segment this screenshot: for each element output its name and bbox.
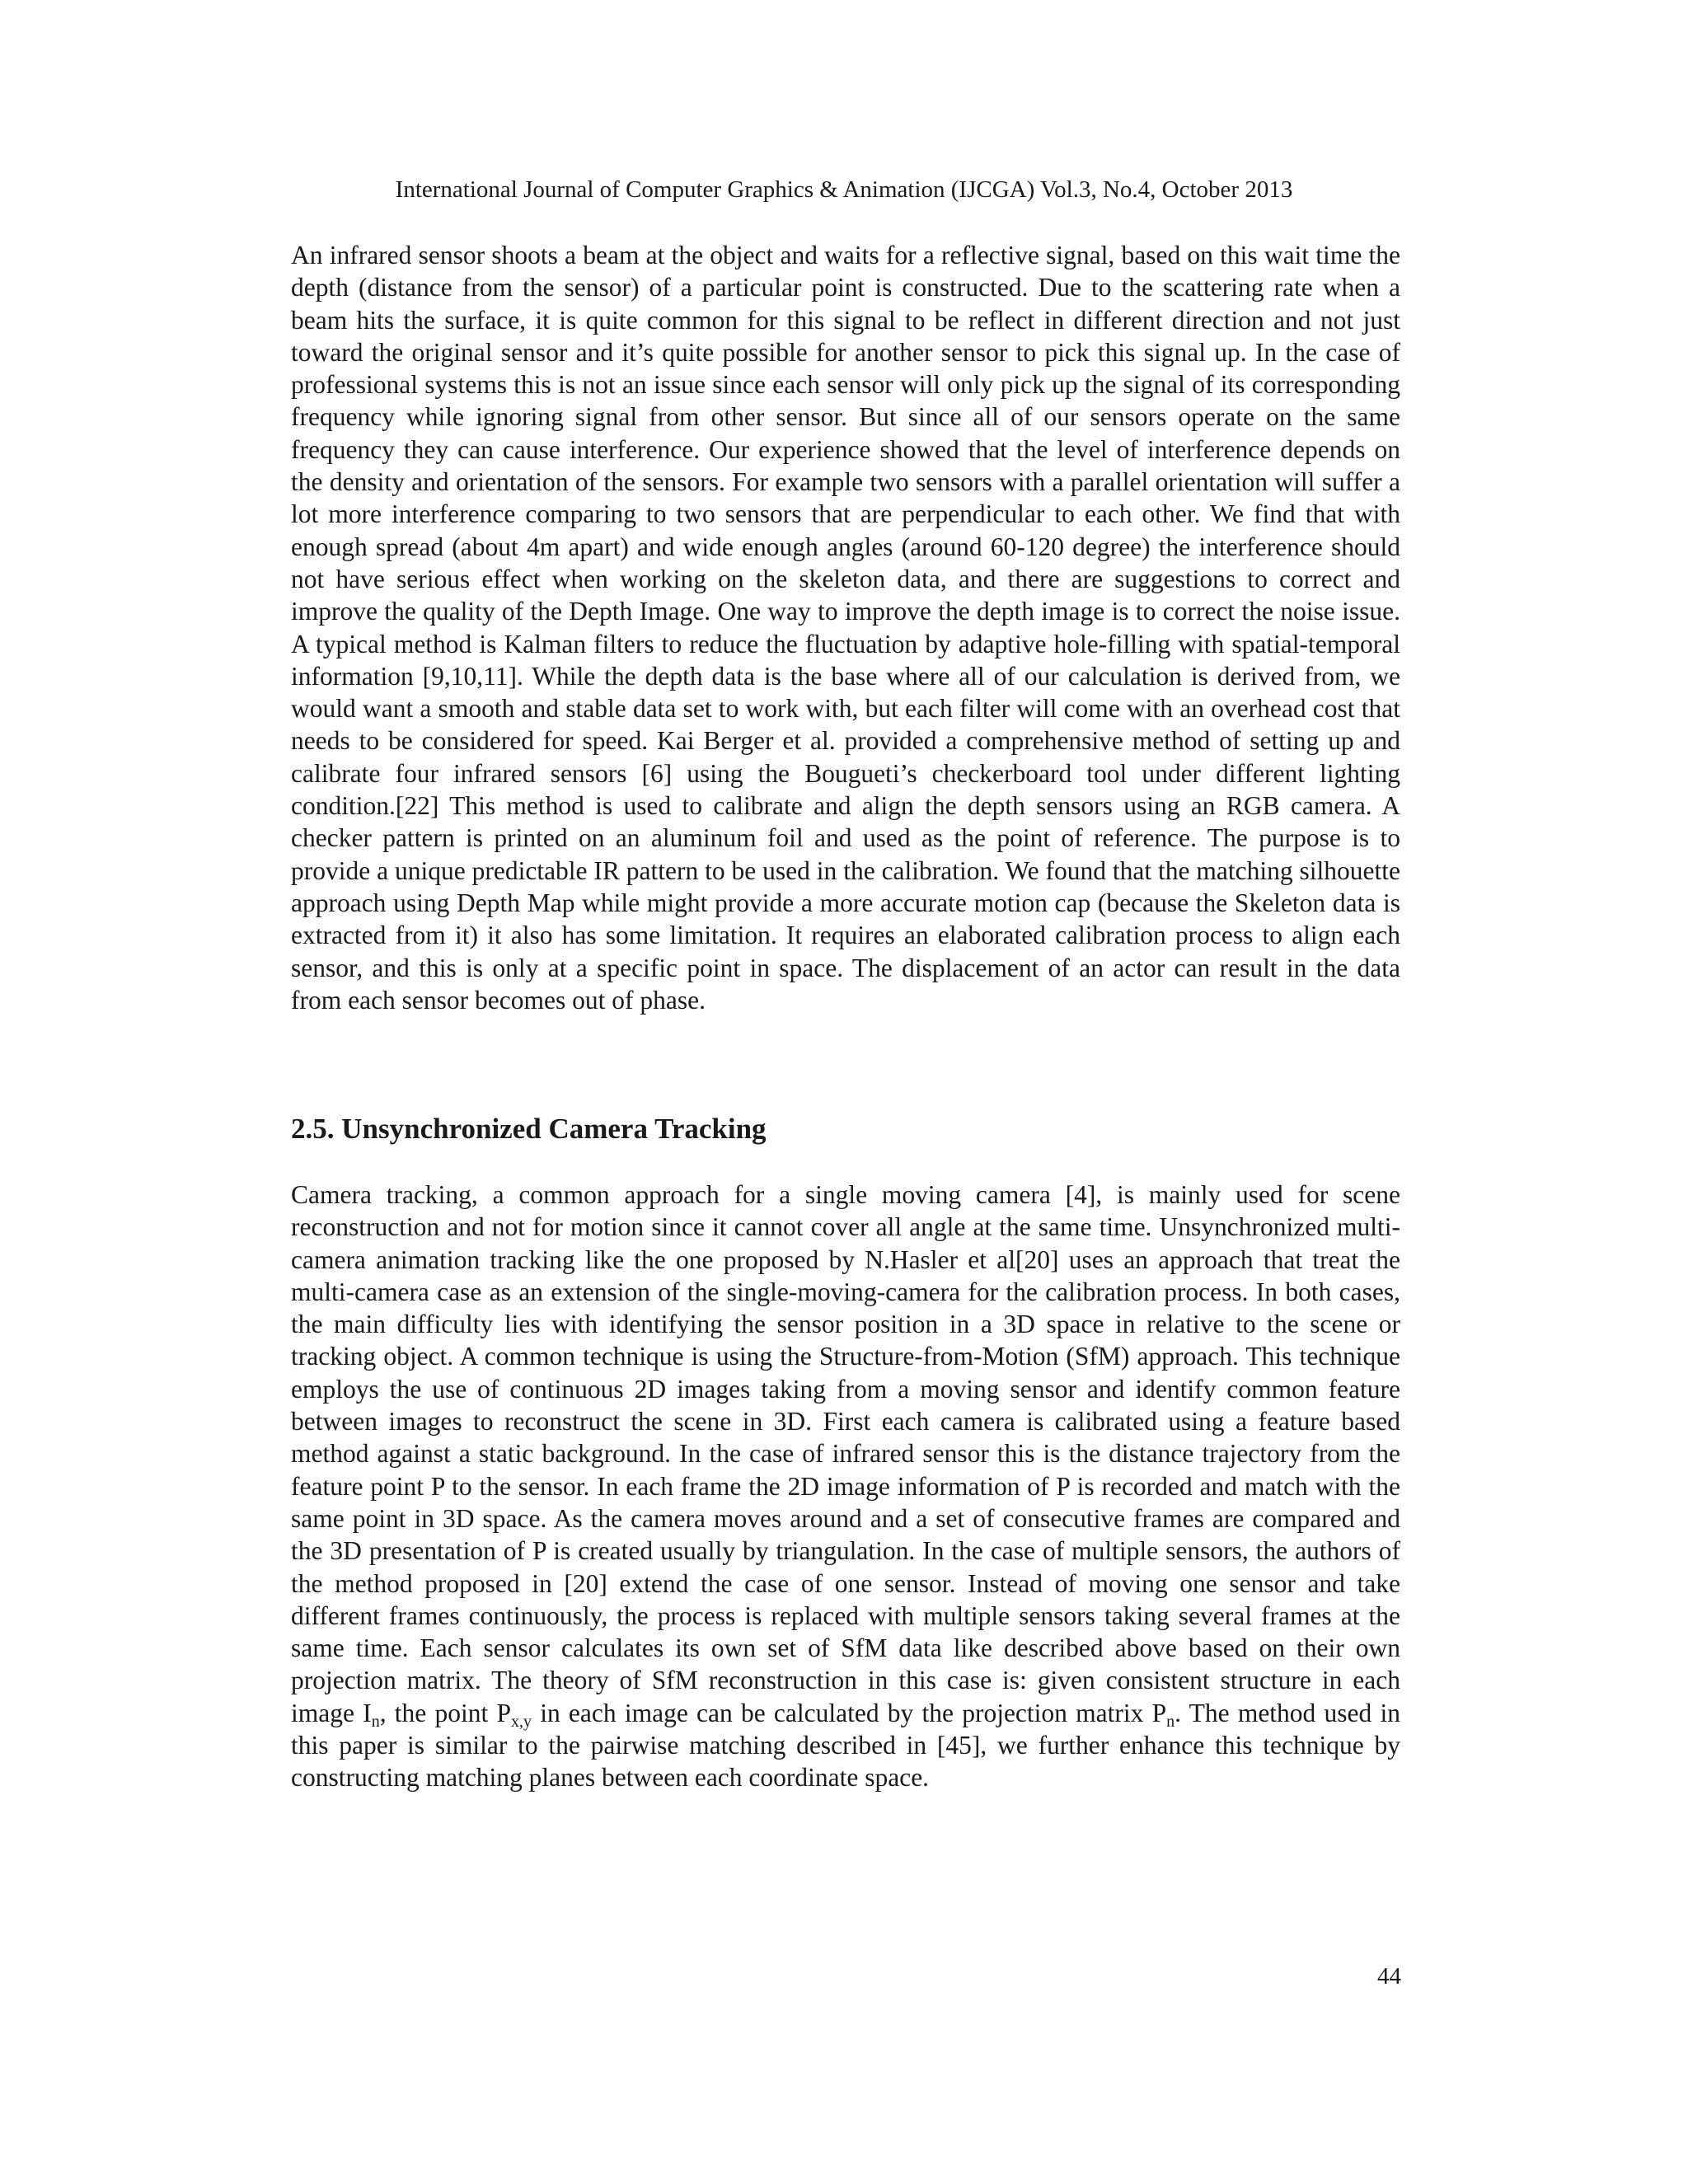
body-paragraph-camera-tracking	[291, 1179, 1400, 1794]
subscript-n: n	[1166, 1712, 1175, 1731]
paragraph-text-segment: in each image can be calculated by the projection matrix P	[531, 1698, 1167, 1727]
paragraph-text-segment: . The method used in this paper is similar to the pairwise matching described in [45], we further enhance this technique by constructing matching planes between each coordinate space.	[291, 1698, 1400, 1793]
subscript-n: n	[371, 1712, 380, 1731]
body-paragraph-infrared-sensor: An infrared sensor shoots a beam at the object and waits for a reflective signal, based on this wait time the depth (distance from the sensor) of a particular point is constructed. Due to the scattering rate when a beam hits the surface, it is quite common for this signal to be reflect in different direction and not just toward the original sensor and it’s quite possible for another sensor to pick this signal up. In the case of professional systems this is not an issue since each sensor will only pick up the signal of its corresponding frequency while ignoring signal from other sensor. But since all of our sensors operate on the same frequency they can cause interference. Our experience showed that the level of interference depends on the density and orientation of the sensors. For example two sensors with a parallel orientation will suffer a lot more interference comparing to two sensors that are perpendicular to each other. We find that with enough spread (about 4m apart) and wide enough angles (around 60-120 degree) the interference should not have serious effect when working on the skeleton data, and there are suggestions to correct and improve the quality of the Depth Image. One way to improve the depth image is to correct the noise issue. A typical method is Kalman filters to reduce the fluctuation by adaptive hole-filling with spatial-temporal information [9,10,11]. While the depth data is the base where all of our calculation is derived from, we would want a smooth and stable data set to work with, but each filter will come with an overhead cost that needs to be considered for speed. Kai Berger et al. provided a comprehensive method of setting up and calibrate four infrared sensors [6] using the Bougueti’s checkerboard tool under different lighting condition.[22] This method is used to calibrate and align the depth sensors using an RGB camera. A checker pattern is printed on an aluminum foil and used as the point of reference. The purpose is to provide a unique predictable IR pattern to be used in the calibration. We found that the matching silhouette approach using Depth Map while might provide a more accurate motion cap (because the Skeleton data is extracted from it) it also has some limitation. It requires an elaborated calibration process to align each sensor, and this is only at a specific point in space. The displacement of an actor can result in the data from each sensor becomes out of phase.	[291, 241, 1400, 1015]
running-header: International Journal of Computer Graphics & Animation (IJCGA) Vol.3, No.4, October 2013	[395, 176, 1293, 203]
page-number: 44	[1377, 1963, 1401, 1990]
paragraph-text-segment: , the point P	[379, 1698, 511, 1727]
subscript-xy: x,y	[510, 1712, 532, 1731]
section-heading: 2.5. Unsynchronized Camera Tracking	[291, 1113, 767, 1145]
paragraph-text-segment: Camera tracking, a common approach for a single moving camera [4], is mainly used for scene reconstruction and not for motion since it cannot cover all angle at the same time. Unsynchronized multi-camera animation tracking like the one proposed by N.Hasler et al[20] uses an approach that treat the multi-camera case as an extension of the single-moving-camera for the calibration process. In both cases, the main difficulty lies with identifying the sensor position in a 3D space in relative to the scene or tracking object. A common technique is using the Structure-from-Motion (SfM) approach. This technique employs the use of continuous 2D images taking from a moving sensor and identify common feature between images to reconstruct the scene in 3D. First each camera is calibrated using a feature based method against a static background. In the case of infrared sensor this is the distance trajectory from the feature point P to the sensor. In each frame the 2D image information of P is recorded and match with the same point in 3D space. As the camera moves around and a set of consecutive frames are compared and the 3D presentation of P is created usually by triangulation. In the case of multiple sensors, the authors of the method proposed in [20] extend the case of one sensor. Instead of moving one sensor and take different frames continuously, the process is replaced with multiple sensors taking several frames at the same time. Each sensor calculates its own set of SfM data like described above based on their own projection matrix. The theory of SfM reconstruction in this case is: given consistent structure in each image I	[291, 1180, 1400, 1727]
